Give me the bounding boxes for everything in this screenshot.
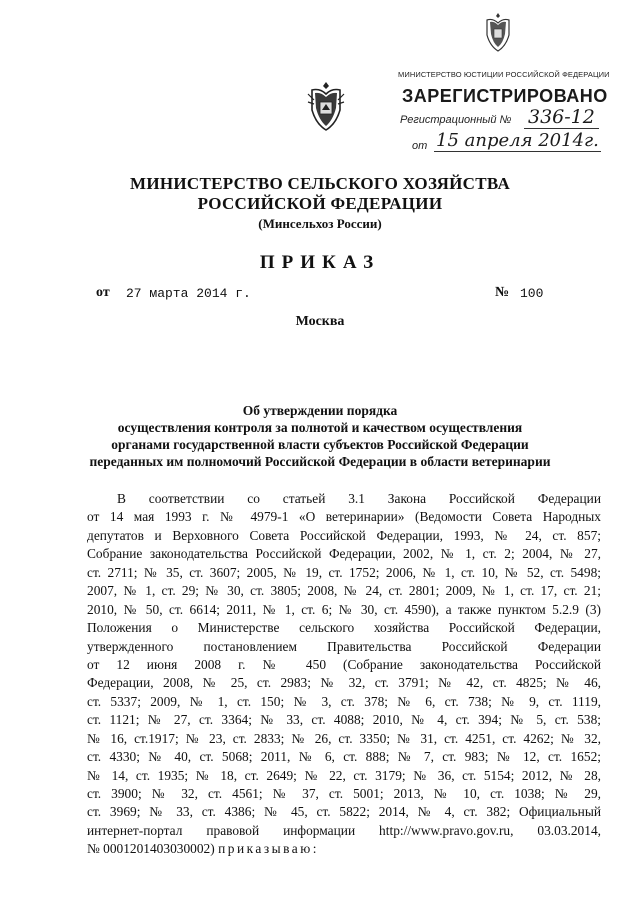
body-line: 2010, № 50, ст. 6614; 2011, № 1, ст. 6; № 30, ст. 4590), а также пунктом 5.2.9 (3) xyxy=(87,601,601,617)
stamp-reg-number: 336-12 xyxy=(524,106,599,129)
body-line: Положения о Министерстве сельского хозяйства Российской Федерации, xyxy=(87,620,601,636)
order-number: 100 xyxy=(520,286,544,301)
body-line: ст. 3900; № 32, ст. 4561; № 37, ст. 5001; 2013, № 10, ст. 1038; № 29, xyxy=(87,786,601,801)
order-title: ПРИКАЗ xyxy=(259,252,381,273)
body-line: ст. 3969; № 33, ст. 4386; № 45, ст. 5822; 2014, № 4, ст. 382; Официальный xyxy=(87,804,601,820)
registration-stamp xyxy=(396,6,610,156)
body-line: ст. 5337; 2009, № 1, ст. 150; № 3, ст. 378; № 6, ст. 738; № 9, ст. 1119, xyxy=(87,693,601,709)
body-line: В соответствии со статьей 3.1 Закона Российской Федерации xyxy=(117,491,601,506)
stamp-date-value: 15 апреля 2014г. xyxy=(436,130,599,151)
ministry-short-name: (Минсельхоз России) xyxy=(258,216,382,231)
subject-line: осуществления контроля за полнотой и качеством осуществления xyxy=(117,420,523,435)
body-line: № 16, ст.1917; № 23, ст. 2833; № 26, ст. 3350; № 31, ст. 4251, ст. 4262; № 32, xyxy=(87,730,601,746)
city: Москва xyxy=(295,314,345,329)
body-line-text: № 0001201403030002) xyxy=(87,841,215,857)
closing-word: приказываю: xyxy=(218,841,319,857)
coat-of-arms-icon xyxy=(306,80,346,132)
body-line: от 12 июня 2008 г. № 450 (Собрание законодательства Российской xyxy=(87,656,601,672)
body-line: депутатов и Верховного Совета Российской Федерации, 1993, № 24, ст. 857; xyxy=(87,527,601,543)
body-line: утвержденного постановлением Правительства Российской Федерации xyxy=(87,638,601,654)
body-line: Собрание законодательства Российской Федерации, 2002, № 1, ст. 2; 2004, № 27, xyxy=(87,546,601,562)
body-line: 2007, № 1, ст. 29; № 30, ст. 3805; 2008, № 24, ст. 2801; 2009, № 1, ст. 17, ст. 21; xyxy=(87,583,601,599)
stamp-emblem-icon xyxy=(482,12,514,52)
ministry-name-line2: РОССИЙСКОЙ ФЕДЕРАЦИИ xyxy=(197,194,443,213)
stamp-title: ЗАРЕГИСТРИРОВАНО xyxy=(402,86,608,106)
stamp-reg-label: Регистрационный № xyxy=(400,114,512,126)
body-line: ст. 1121; № 27, ст. 3364; № 33, ст. 4088; 2010, № 4, ст. 394; № 5, ст. 538; xyxy=(87,712,601,728)
order-date: 27 марта 2014 г. xyxy=(126,286,251,301)
subject-line: органами государственной власти субъектов Российской Федерации xyxy=(111,437,529,452)
body-line: интернет-портал правовой информации http://www.pravo.gov.ru, 03.03.2014, xyxy=(87,822,601,838)
stamp-date-label: от xyxy=(412,140,428,152)
body-line: Федерации, 2008, № 25, ст. 2983; № 32, ст. 3791; № 42, ст. 4825; № 46, xyxy=(87,675,601,691)
order-date-label: от xyxy=(96,285,110,300)
order-subject xyxy=(0,402,640,470)
subject-line: Об утверждении порядка xyxy=(242,403,398,418)
ministry-name-line1: МИНИСТЕРСТВО СЕЛЬСКОГО ХОЗЯЙСТВА xyxy=(129,174,511,193)
body-line: № 14, ст. 1935; № 18, ст. 2649; № 22, ст. 3179; № 36, ст. 5154; 2012, № 28, xyxy=(87,767,601,783)
body-line: ст. 4330; № 40, ст. 5068; 2011, № 6, ст. 888; № 7, ст. 983; № 12, ст. 1652; xyxy=(87,749,601,765)
stamp-ministry-text: МИНИСТЕРСТВО ЮСТИЦИИ РОССИЙСКОЙ ФЕДЕРАЦИИ xyxy=(398,70,610,79)
body-line-final xyxy=(87,840,601,858)
body-line: от 14 мая 1993 г. № 4979-1 «О ветеринарии» (Ведомости Совета Народных xyxy=(87,509,601,525)
body-line: ст. 2711; № 35, ст. 3607; 2005, № 19, ст. 1752; 2006, № 1, ст. 10, № 52, ст. 5498; xyxy=(87,564,601,580)
order-number-label: № xyxy=(495,285,510,300)
subject-line: переданных им полномочий Российской Федерации в области ветеринарии xyxy=(89,454,551,469)
body-paragraph xyxy=(87,490,601,859)
